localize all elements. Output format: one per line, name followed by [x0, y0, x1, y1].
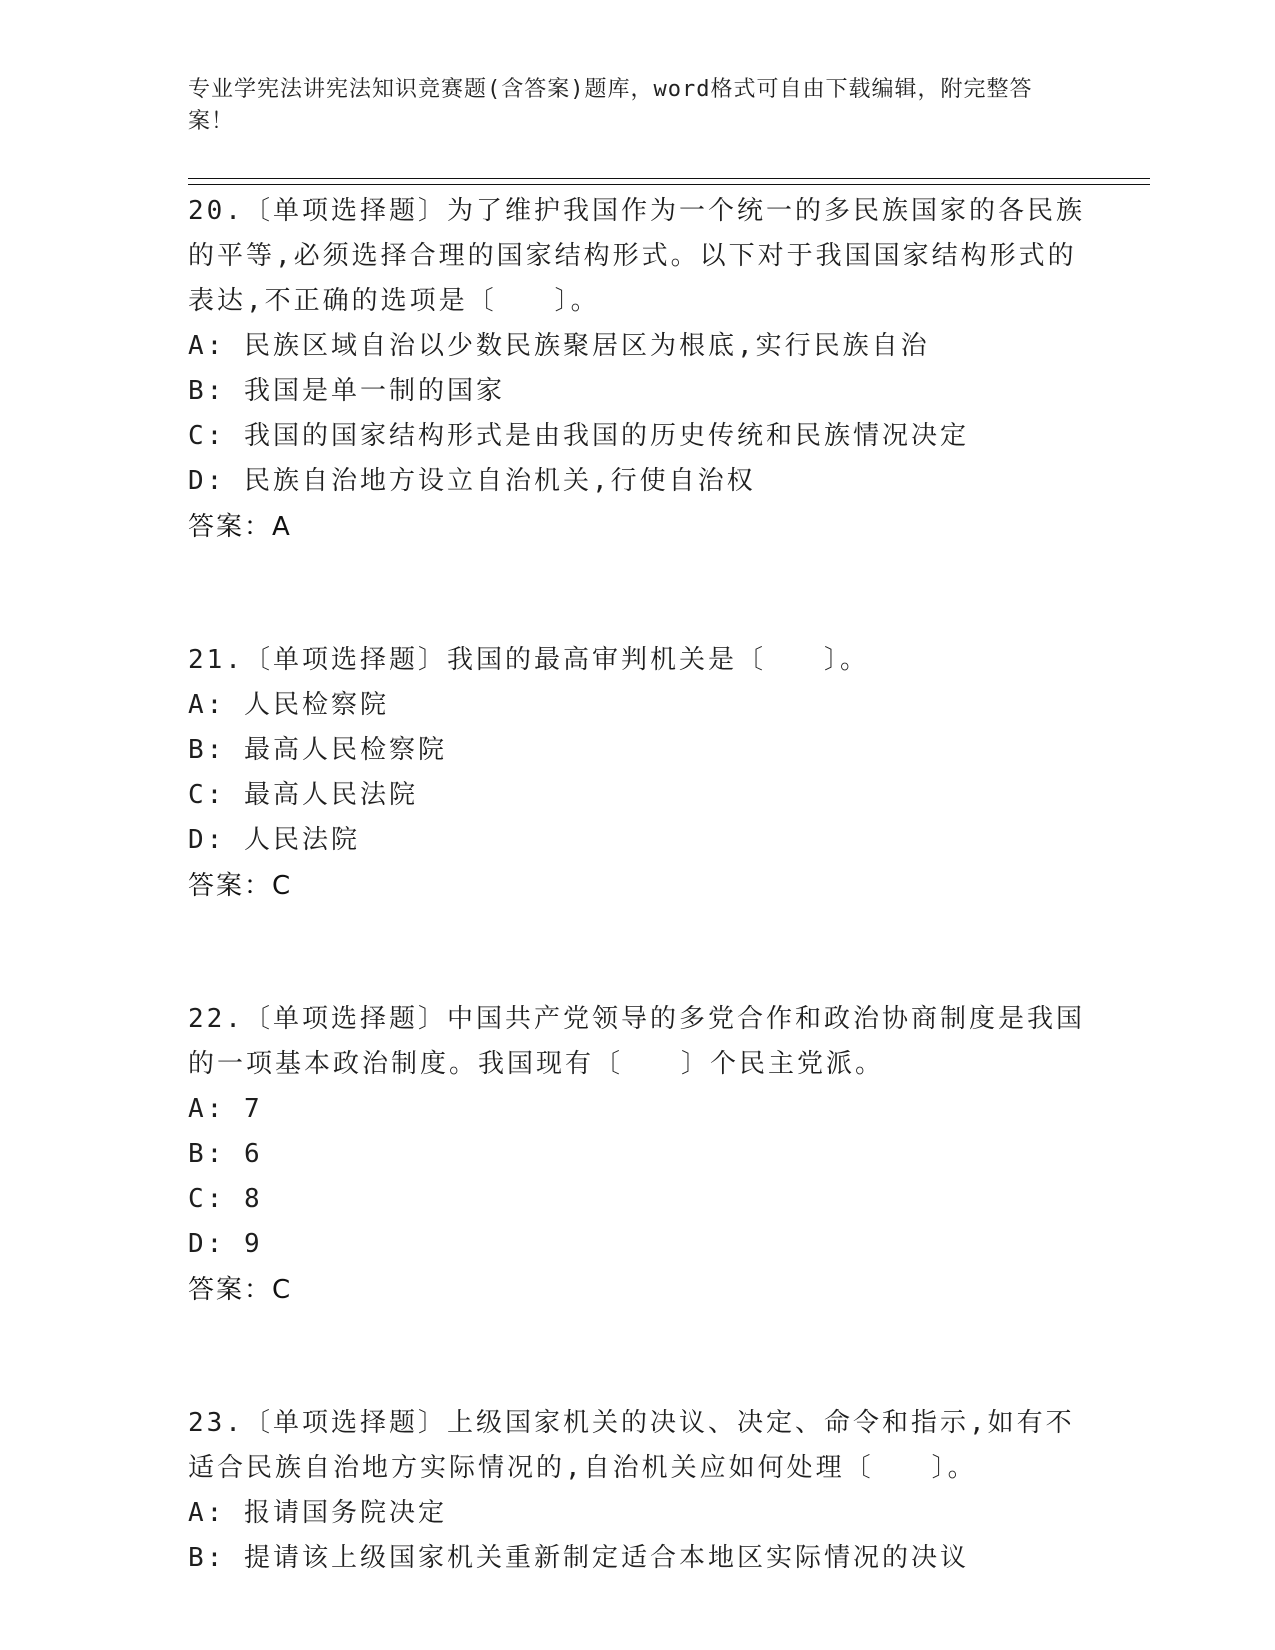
option-d: D: 民族自治地方设立自治机关,行使自治权	[188, 466, 756, 496]
question-block	[188, 1401, 1088, 1581]
answer-line: 答案：A	[188, 512, 292, 542]
option-a: A: 报请国务院决定	[188, 1498, 447, 1528]
option-a: A: 7	[188, 1094, 263, 1124]
question-text: 21.〔单项选择题〕我国的最高审判机关是〔 〕。	[188, 645, 869, 675]
question-block	[188, 189, 1088, 550]
option-c: C: 最高人民法院	[188, 780, 418, 810]
header-divider-top	[188, 178, 1150, 179]
question-list	[188, 189, 1088, 1581]
question-text: 23.〔单项选择题〕上级国家机关的决议、决定、命令和指示,如有不适合民族自治地方实际情况的,自治机关应如何处理〔 〕。	[188, 1408, 1075, 1483]
option-b: B: 我国是单一制的国家	[188, 376, 505, 406]
document-header: 专业学宪法讲宪法知识竞赛题(含答案)题库，word格式可自由下载编辑，附完整答案！	[188, 77, 1033, 134]
option-a: A: 民族区域自治以少数民族聚居区为根底,实行民族自治	[188, 331, 930, 361]
question-text: 20.〔单项选择题〕为了维护我国作为一个统一的多民族国家的各民族的平等,必须选择合理的国家结构形式。以下对于我国国家结构形式的表达,不正确的选项是〔 〕。	[188, 196, 1085, 316]
option-d: D: 人民法院	[188, 825, 360, 855]
question-block	[188, 638, 1088, 909]
option-d: D: 9	[188, 1229, 263, 1259]
option-b: B: 提请该上级国家机关重新制定适合本地区实际情况的决议	[188, 1543, 969, 1573]
question-spacer	[188, 1313, 1088, 1401]
option-c: C: 8	[188, 1184, 263, 1214]
option-b: B: 6	[188, 1139, 263, 1169]
option-c: C: 我国的国家结构形式是由我国的历史传统和民族情况决定	[188, 421, 969, 451]
question-text: 22.〔单项选择题〕中国共产党领导的多党合作和政治协商制度是我国的一项基本政治制度。我国现有〔 〕个民主党派。	[188, 1004, 1085, 1079]
option-a: A: 人民检察院	[188, 690, 389, 720]
question-block	[188, 997, 1088, 1313]
question-spacer	[188, 909, 1088, 997]
answer-line: 答案：C	[188, 871, 293, 901]
question-spacer	[188, 550, 1088, 638]
header-divider-bottom	[188, 184, 1150, 185]
answer-line: 答案：C	[188, 1275, 293, 1305]
option-b: B: 最高人民检察院	[188, 735, 447, 765]
